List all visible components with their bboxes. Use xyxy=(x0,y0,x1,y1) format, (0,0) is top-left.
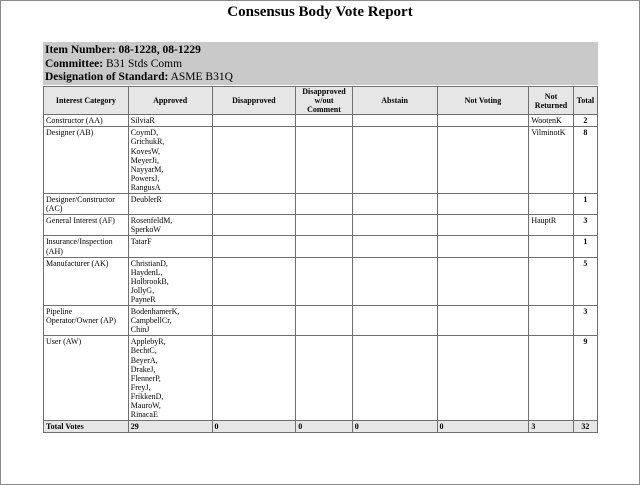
disapproved-without-comment-cell xyxy=(296,257,353,305)
table-header-row xyxy=(44,87,598,115)
table-row xyxy=(44,306,598,336)
interest-category-cell: Manufacturer (AK) xyxy=(44,257,129,305)
disapproved-without-comment-cell xyxy=(296,194,353,215)
not-returned-cell xyxy=(529,336,573,421)
voter-name: CampbellCr, xyxy=(130,316,172,326)
not-returned-cell xyxy=(529,127,573,194)
abstain-cell xyxy=(352,236,437,257)
col-header-not-returned: Not Returned xyxy=(529,87,573,115)
designation-line xyxy=(45,71,598,85)
voter-name: RosenfeldM, xyxy=(130,216,173,226)
voter-name: RinacaE xyxy=(130,410,158,420)
disapproved-cell xyxy=(212,194,296,215)
not-voting-cell xyxy=(437,257,529,305)
total-votes-row xyxy=(44,421,598,433)
abstain-cell xyxy=(352,257,437,305)
voter-name: RangusA xyxy=(130,182,161,192)
voter-name: HolbrookB, xyxy=(130,276,169,286)
interest-category-cell: Designer (AB) xyxy=(44,127,129,194)
col-header-interest-category: Interest Category xyxy=(44,87,129,115)
disapproved-without-comment-cell xyxy=(296,127,353,194)
voter-name: BodenhamerK, xyxy=(130,307,180,317)
voter-name: FrikkenD, xyxy=(130,391,164,401)
voter-name: HauptR xyxy=(531,216,557,226)
voter-name: PayneR xyxy=(130,294,156,304)
approved-cell xyxy=(128,194,212,215)
voter-name: CoymD, xyxy=(130,128,159,138)
abstain-cell xyxy=(352,115,437,127)
total-approved: 29 xyxy=(128,421,212,433)
designation-value: ASME B31Q xyxy=(170,71,233,83)
row-total-cell: 9 xyxy=(573,336,597,421)
voter-name: FreyJ, xyxy=(130,382,151,392)
report-info-block xyxy=(43,42,598,85)
voter-name: MeyerJi, xyxy=(130,155,159,165)
col-header-disapproved: Disapproved xyxy=(212,87,296,115)
disapproved-without-comment-cell xyxy=(296,115,353,127)
table-row xyxy=(44,127,598,194)
voter-name: ApplebyR, xyxy=(130,337,166,347)
col-header-abstain: Abstain xyxy=(352,87,437,115)
approved-cell xyxy=(128,336,212,421)
approved-cell xyxy=(128,127,212,194)
approved-cell xyxy=(128,115,212,127)
interest-category-cell: Insurance/Inspection (AH) xyxy=(44,236,129,257)
not-returned-cell xyxy=(529,115,573,127)
col-header-not-voting: Not Voting xyxy=(437,87,529,115)
item-number-label: Item Number: xyxy=(45,44,116,56)
table-row xyxy=(44,336,598,421)
interest-category-cell: Constructor (AA) xyxy=(44,115,129,127)
table-row xyxy=(44,236,598,257)
abstain-cell xyxy=(352,306,437,336)
disapproved-cell xyxy=(212,336,296,421)
abstain-cell xyxy=(352,194,437,215)
voter-name: BeyerA, xyxy=(130,355,158,365)
not-voting-cell xyxy=(437,194,529,215)
total-disapproved-without-comment: 0 xyxy=(296,421,353,433)
interest-category-cell: Designer/Constructor (AC) xyxy=(44,194,129,215)
voter-name: FlennerP, xyxy=(130,373,161,383)
voter-name: SperkoW xyxy=(130,225,161,235)
disapproved-without-comment-cell xyxy=(296,236,353,257)
disapproved-cell xyxy=(212,236,296,257)
report-title: Consensus Body Vote Report xyxy=(227,4,413,20)
row-total-cell: 5 xyxy=(573,257,597,305)
voter-name: NayyarM, xyxy=(130,164,164,174)
disapproved-cell xyxy=(212,257,296,305)
voter-name: WootenK xyxy=(531,116,562,126)
voter-name: VilminotK xyxy=(531,128,566,138)
disapproved-cell xyxy=(212,215,296,236)
designation-label: Designation of Standard: xyxy=(45,71,169,83)
approved-cell xyxy=(128,257,212,305)
voter-name: KovesW, xyxy=(130,146,161,156)
disapproved-cell xyxy=(212,306,296,336)
not-returned-cell xyxy=(529,306,573,336)
row-total-cell: 1 xyxy=(573,194,597,215)
not-returned-cell xyxy=(529,215,573,236)
not-returned-cell xyxy=(529,236,573,257)
table-body xyxy=(44,115,598,421)
row-total-cell: 8 xyxy=(573,127,597,194)
not-returned-cell xyxy=(529,194,573,215)
not-voting-cell xyxy=(437,115,529,127)
not-voting-cell xyxy=(437,215,529,236)
voter-name: MauroW, xyxy=(130,401,161,410)
item-number-line xyxy=(45,44,598,58)
committee-value: B31 Stds Comm xyxy=(105,57,183,70)
abstain-cell xyxy=(352,215,437,236)
not-returned-cell xyxy=(529,257,573,305)
grand-total: 32 xyxy=(573,421,597,433)
voter-name: PowersJ, xyxy=(130,173,160,183)
not-voting-cell xyxy=(437,236,529,257)
voter-name: JollyG, xyxy=(130,285,155,295)
disapproved-without-comment-cell xyxy=(296,336,353,421)
total-votes-label: Total Votes xyxy=(44,421,129,433)
disapproved-cell xyxy=(212,127,296,194)
row-total-cell: 3 xyxy=(573,306,597,336)
voter-name: BechtC, xyxy=(130,346,157,356)
col-header-disapproved-without-comment: Disapproved w/out Comment xyxy=(296,87,353,115)
voter-name: DeublerR xyxy=(130,195,162,205)
table-row xyxy=(44,257,598,305)
disapproved-without-comment-cell xyxy=(296,306,353,336)
voter-name: DrakeJ, xyxy=(130,364,156,374)
table-row xyxy=(44,194,598,215)
total-not-voting: 0 xyxy=(437,421,529,433)
not-voting-cell xyxy=(437,306,529,336)
abstain-cell xyxy=(352,336,437,421)
voter-name: SilviaR xyxy=(130,116,155,126)
disapproved-cell xyxy=(212,115,296,127)
table-row xyxy=(44,115,598,127)
total-abstain: 0 xyxy=(352,421,437,433)
approved-cell xyxy=(128,236,212,257)
interest-category-cell: User (AW) xyxy=(44,336,129,421)
col-header-approved: Approved xyxy=(128,87,212,115)
committee-line xyxy=(45,58,598,72)
approved-cell xyxy=(128,306,212,336)
voter-name: ChinJ xyxy=(130,325,150,335)
not-voting-cell xyxy=(437,336,529,421)
abstain-cell xyxy=(352,127,437,194)
committee-label: Committee: xyxy=(45,57,104,70)
interest-category-cell: General Interest (AF) xyxy=(44,215,129,236)
total-not-returned: 3 xyxy=(529,421,573,433)
item-number-value: 08-1228, 08-1229 xyxy=(118,44,201,56)
voter-name: TatarF xyxy=(130,237,152,247)
disapproved-without-comment-cell xyxy=(296,215,353,236)
not-voting-cell xyxy=(437,127,529,194)
row-total-cell: 3 xyxy=(573,215,597,236)
voter-name: HaydenL, xyxy=(130,267,163,277)
voter-name: GrichukR, xyxy=(130,137,165,147)
approved-cell xyxy=(128,215,212,236)
col-header-total: Total xyxy=(573,87,597,115)
vote-table xyxy=(43,86,598,433)
interest-category-cell: Pipeline Operator/Owner (AP) xyxy=(44,306,129,336)
total-disapproved: 0 xyxy=(212,421,296,433)
row-total-cell: 1 xyxy=(573,236,597,257)
table-row xyxy=(44,215,598,236)
voter-name: ChristianD, xyxy=(130,258,168,268)
row-total-cell: 2 xyxy=(573,115,597,127)
